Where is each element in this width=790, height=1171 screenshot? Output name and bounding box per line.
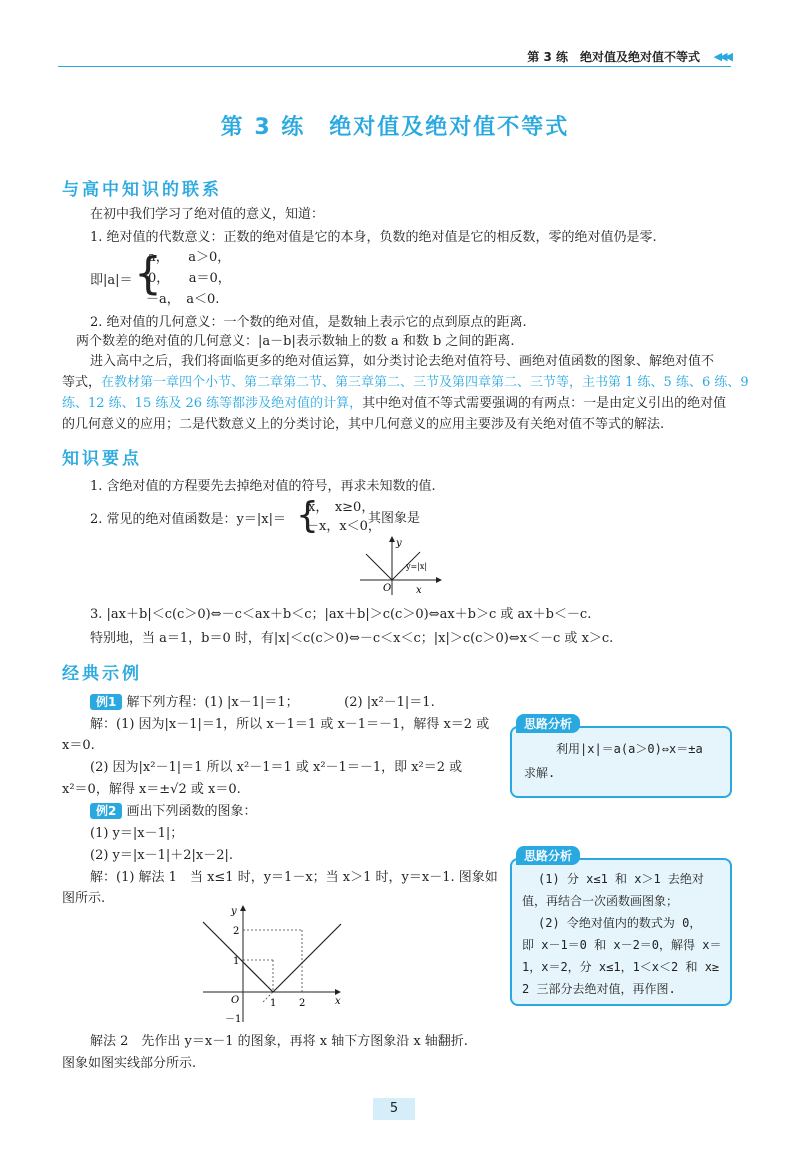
left-brace-icon: { [134,248,162,299]
y-label: y [231,906,237,917]
paragraph: 在初中我们学习了绝对值的意义，知道： [90,207,325,222]
origin-label: O [383,583,392,594]
example-stem: 解下列方程：(1) |x－1|＝1； (2) |x²－1|＝1. [126,695,435,710]
y-arrow-icon [240,905,246,911]
graph-line-right [273,924,341,992]
left-brace-icon: { [296,495,319,536]
section-heading-examples: 经典示例 [62,664,142,684]
solution-line: 解法 2 先作出 y＝x－1 的图象，再将 x 轴下方图象沿 x 轴翻折. [90,1034,468,1049]
section-heading-connection: 与高中知识的联系 [62,180,222,200]
analysis-text: 利用|x|＝a(a＞0)⇔x＝±a [556,742,703,756]
analysis-tag: 思路分析 [516,846,580,865]
analysis-text: 1，x＝2，分 x≤1，1＜x＜2 和 x≥ [522,960,720,974]
text-span: 其中绝对值不等式需要强调的有两点：一是由定义引出的绝对值 [362,396,727,411]
x-label: x [335,996,341,1007]
paragraph [62,395,726,413]
piecewise-case: 0， a＝0， [148,271,231,286]
example-stem: 画出下列函数的图象： [126,804,257,819]
piecewise-case: a， a＞0， [148,250,231,265]
example-badge: 例2 [90,803,122,819]
example-2-stem [90,803,257,821]
question-line: (2) y＝|x－1|＋2|x－2|. [90,848,234,863]
analysis-box-2 [510,858,732,1006]
piecewise-case: x， x≥0， [308,500,375,515]
y-arrow-icon [389,536,395,542]
tick-label: －1 [225,1014,242,1025]
paragraph: 2. 常见的绝对值函数是：y＝|x|＝ [90,512,286,527]
origin-label: O [231,995,240,1006]
x-label: x [416,585,422,596]
y-label: y [396,538,402,549]
analysis-text: (1) 分 x≤1 和 x＞1 去绝对 [538,872,704,886]
piecewise-case: －a， a＜0. [146,292,220,307]
graph-y-abs-x-minus-1 [195,902,355,1027]
analysis-text: 值，再结合一次函数画图象； [522,894,679,908]
abs-graph [352,535,442,597]
analysis-text: 求解. [524,766,556,780]
x-arrow-icon [436,577,442,583]
solution-line: 图所示. [62,891,106,906]
piecewise-prefix: 即|a|＝ [90,273,133,288]
solution-line: x＝0. [62,738,95,753]
function-label: y=|x| [406,562,428,571]
tick-label: 2 [299,998,306,1009]
solution-line: 解：(1) 因为|x－1|＝1，所以 x－1＝1 或 x－1＝－1，解得 x＝2 或 [90,717,490,732]
paragraph: 3. |ax＋b|＜c(c＞0)⇔－c＜ax＋b＜c；|ax＋b|＞c(c＞0)⇔ax＋b＞c 或 ax＋b＜－c. [90,607,592,622]
analysis-tag: 思路分析 [516,714,580,733]
paragraph: 2. 绝对值的几何意义：一个数的绝对值，是数轴上表示它的点到原点的距离. [90,315,527,330]
paragraph: 其图象是 [368,511,421,526]
solution-line: x²＝0，解得 x＝±√2 或 x＝0. [62,782,241,797]
tick-label: 1 [233,956,240,967]
paragraph: 两个数差的绝对值的几何意义：|a－b|表示数轴上的数 a 和数 b 之间的距离. [76,334,515,349]
paragraph: 进入高中之后，我们将面临更多的绝对值运算，如分类讨论去绝对值符号、画绝对值函数的图象、解绝对值不 [90,354,715,369]
x-arrow-icon [335,989,341,995]
solution-line: 图象如图实线部分所示. [62,1056,197,1071]
highlight-text: 练、12 练、15 练及 26 练等都涉及绝对值的计算， [62,396,363,411]
example-badge: 例1 [90,694,122,710]
example-1-stem [90,694,435,712]
paragraph: 1. 含绝对值的方程要先去掉绝对值的符号，再求未知数的值. [90,479,436,494]
header-rule [58,66,731,67]
highlight-text: 在教材第一章四个小节、第二章第二节、第三章第二、三节及第四章第二、三节等，主书第 1 练、5 练、6 练、9 [101,375,749,390]
running-header: 第 3 练 绝对值及绝对值不等式 [527,50,700,64]
analysis-box-1 [510,726,732,798]
tick-label: 1 [270,998,277,1009]
page-title: 第 3 练 绝对值及绝对值不等式 [220,115,570,140]
graph-line-left [366,554,392,580]
solution-line: 解：(1) 解法 1 当 x≤1 时，y＝1－x；当 x＞1 时，y＝x－1. 图象如 [90,870,498,885]
page-number: 5 [373,1098,415,1120]
analysis-text: (2) 令绝对值内的数式为 0， [538,916,702,930]
question-line: (1) y＝|x－1|； [90,826,184,841]
header-arrows-icon: ◀◀◀ [713,50,730,63]
text-span: 等式， [62,375,102,390]
paragraph: 1. 绝对值的代数意义：正数的绝对值是它的本身，负数的绝对值是它的相反数，零的绝对值仍是零. [90,230,657,245]
paragraph: 的几何意义的应用；二是代数意义上的分类讨论，其中几何意义的应用主要涉及有关绝对值不等式的解法. [62,417,665,432]
piecewise-case: －x，x＜0， [306,519,381,534]
solution-line: (2) 因为|x²－1|＝1 所以 x²－1＝1 或 x²－1＝－1，即 x²＝2 或 [90,760,463,775]
tick-label: 2 [233,926,240,937]
analysis-text: 即 x－1＝0 和 x－2＝0，解得 x＝ [522,938,722,952]
section-heading-key-points: 知识要点 [62,449,142,469]
paragraph [62,374,749,392]
paragraph: 特别地，当 a＝1，b＝0 时，有|x|＜c(c＞0)⇔－c＜x＜c；|x|＞c(c＞0)⇔x＜－c 或 x＞c. [90,631,614,646]
analysis-text: 2 三部分去绝对值，再作图. [522,982,676,996]
